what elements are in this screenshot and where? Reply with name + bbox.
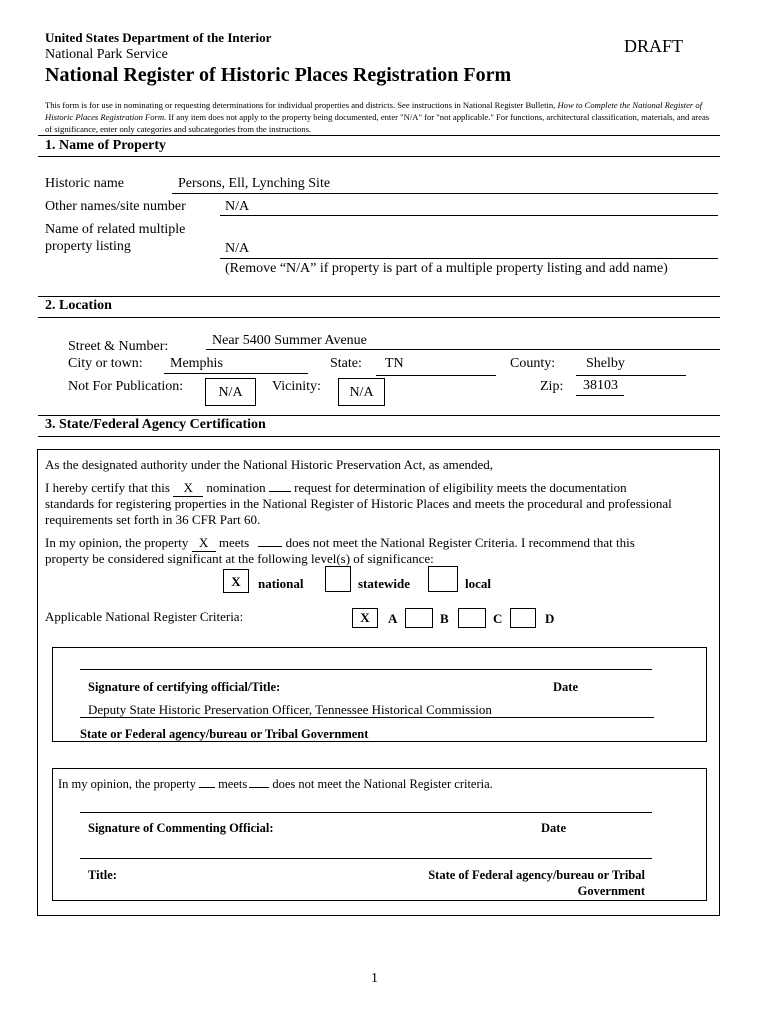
zip-label: Zip: <box>540 379 564 394</box>
county-field[interactable]: Shelby <box>586 356 625 371</box>
certify-text: I hereby certify that this <box>45 480 170 495</box>
instructions-text-cont: If any item does not apply to the property being documented, enter "N/A" for "not applicable." For functions, architectural classification, materials, and areas of significance, enter only categories and subcategories from the instructions. <box>45 112 710 134</box>
criterion-a-label: A <box>388 611 398 626</box>
section-2-heading: 2. Location <box>45 298 112 313</box>
certify-text-line3: requirements set forth in 36 CFR Part 60. <box>45 512 261 527</box>
national-checkbox[interactable]: X <box>223 569 249 593</box>
opinion-text-line2: property be considered significant at the following level(s) of significance: <box>45 551 434 566</box>
section-divider <box>38 317 720 318</box>
comment-title-label: Title: <box>88 868 117 882</box>
nomination-checkbox[interactable]: X <box>173 480 203 497</box>
form-title: National Register of Historic Places Registration Form <box>45 64 512 86</box>
local-checkbox[interactable] <box>428 566 458 592</box>
official-title-field[interactable]: Deputy State Historic Preservation Officer, Tennessee Historical Commission <box>88 702 492 717</box>
comment-date-label: Date <box>541 821 566 835</box>
does-not-meet-checkbox[interactable] <box>258 546 282 547</box>
draft-label: DRAFT <box>624 36 684 56</box>
field-underline <box>576 375 686 376</box>
does-not-meet-text: does not meet the National Register Criteria. I recommend that this <box>285 535 635 550</box>
signature-line <box>80 812 652 813</box>
not-for-publication-field[interactable]: N/A <box>205 378 256 406</box>
statewide-checkbox[interactable] <box>325 566 351 592</box>
field-underline <box>220 258 718 259</box>
signature-line <box>80 669 652 670</box>
comment-does-not-meet-checkbox[interactable] <box>249 787 269 788</box>
section-1-heading: 1. Name of Property <box>45 138 167 153</box>
agency-label: State or Federal agency/bureau or Tribal Government <box>80 727 369 741</box>
bulletin-title: How to Complete the National Register of Historic Places Registration Form. <box>45 100 703 122</box>
criteria-label: Applicable National Register Criteria: <box>45 609 244 624</box>
department-name: United States Department of the Interior <box>45 30 272 45</box>
page-number: 1 <box>371 971 378 986</box>
section-3-heading: 3. State/Federal Agency Certification <box>45 417 266 432</box>
state-field[interactable]: TN <box>385 356 404 371</box>
other-names-label: Other names/site number <box>45 199 186 214</box>
historic-name-field[interactable]: Persons, Ell, Lynching Site <box>178 176 331 191</box>
comment-opinion-text: In my opinion, the property <box>58 777 196 791</box>
zip-field[interactable]: 38103 <box>583 378 618 393</box>
comment-signature-label: Signature of Commenting Official: <box>88 821 274 835</box>
comment-does-not-meet-text: does not meet the National Register criteria. <box>272 777 493 791</box>
statewide-label: statewide <box>358 576 410 591</box>
comment-opinion-line <box>58 777 493 792</box>
street-field[interactable]: Near 5400 Summer Avenue <box>212 333 367 348</box>
section-divider <box>38 436 720 437</box>
vicinity-field[interactable]: N/A <box>338 378 385 406</box>
comment-meets-text: meets <box>218 777 248 791</box>
comment-agency-label-cont: Government <box>577 884 645 898</box>
title-line <box>80 858 652 859</box>
request-checkbox[interactable] <box>269 491 291 492</box>
other-names-field[interactable]: N/A <box>225 199 250 214</box>
form-instructions <box>45 99 710 135</box>
request-text: request for determination of eligibility meets the documentation <box>294 480 627 495</box>
national-label: national <box>258 576 304 591</box>
section-divider <box>38 415 720 416</box>
criterion-c-label: C <box>493 611 503 626</box>
meets-text: meets <box>218 535 250 550</box>
criterion-a-checkbox[interactable]: X <box>352 608 378 628</box>
field-underline <box>376 375 496 376</box>
certify-line <box>45 480 627 497</box>
field-underline <box>220 215 718 216</box>
criterion-b-label: B <box>440 611 449 626</box>
vicinity-label: Vicinity: <box>272 379 321 394</box>
title-line <box>80 717 654 718</box>
related-listing-label-cont: property listing <box>45 239 131 254</box>
related-listing-label: Name of related multiple <box>45 222 186 237</box>
criterion-d-label: D <box>545 611 555 626</box>
field-underline <box>164 373 308 374</box>
authority-text: As the designated authority under the National Historic Preservation Act, as amended, <box>45 457 494 472</box>
field-underline <box>576 395 624 396</box>
related-listing-field[interactable]: N/A <box>225 241 250 256</box>
city-label: City or town: <box>68 356 143 371</box>
field-underline <box>206 349 720 350</box>
related-listing-note: (Remove “N/A” if property is part of a multiple property listing and add name) <box>225 261 668 276</box>
section-divider <box>38 296 720 297</box>
street-label: Street & Number: <box>68 339 169 354</box>
comment-agency-label: State of Federal agency/bureau or Tribal <box>428 868 645 882</box>
signature-label: Signature of certifying official/Title: <box>88 680 281 694</box>
meets-checkbox[interactable]: X <box>192 535 216 552</box>
section-divider <box>38 156 720 157</box>
service-name: National Park Service <box>45 47 168 62</box>
state-label: State: <box>330 356 362 371</box>
opinion-line <box>45 535 635 552</box>
field-underline <box>172 193 718 194</box>
city-field[interactable]: Memphis <box>170 356 223 371</box>
local-label: local <box>465 576 491 591</box>
section-divider <box>38 135 720 136</box>
criterion-b-checkbox[interactable] <box>405 608 433 628</box>
criterion-d-checkbox[interactable] <box>510 608 536 628</box>
criterion-c-checkbox[interactable] <box>458 608 486 628</box>
instructions-text: This form is for use in nominating or requesting determinations for individual properties and districts. See instructions in National Register Bulletin, <box>45 100 558 110</box>
county-label: County: <box>510 356 556 371</box>
nomination-text: nomination <box>206 480 266 495</box>
date-label: Date <box>553 680 578 694</box>
historic-name-label: Historic name <box>45 176 124 191</box>
opinion-text: In my opinion, the property <box>45 535 189 550</box>
certify-text-line2: standards for registering properties in the National Register of Historic Places and meets the procedural and professional <box>45 496 672 511</box>
not-for-publication-label: Not For Publication: <box>68 379 184 394</box>
comment-meets-checkbox[interactable] <box>199 787 215 788</box>
